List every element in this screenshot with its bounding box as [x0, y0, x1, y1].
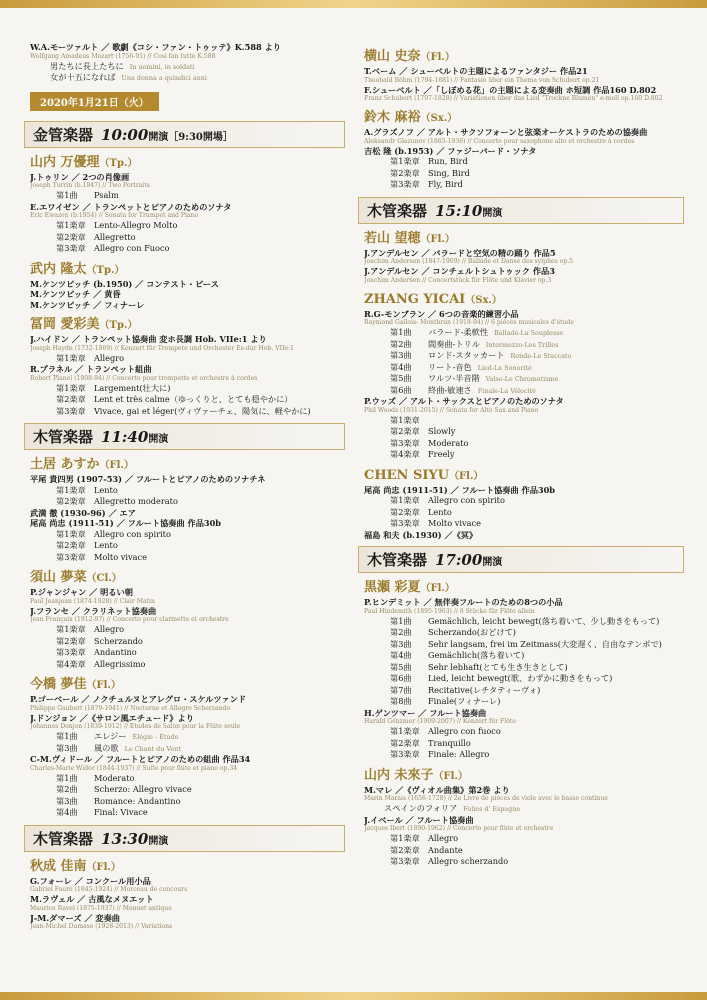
movement-number: 第2楽章: [390, 737, 420, 748]
instrument: （Sx.）: [465, 294, 502, 306]
piece-subtitle: Eric Ewazen (b.1954) // Sonata for Trumpet and Piano: [30, 212, 199, 219]
start-time: 11:40: [101, 428, 149, 446]
movement: [364, 696, 684, 708]
movement-number: 第1曲: [56, 190, 78, 200]
piece-title: G.フォーレ ／ コンクール用小品: [30, 875, 151, 886]
movement-title: Gemächlich(落ち着いて): [428, 650, 525, 660]
movement-title: Scherzando: [94, 635, 143, 646]
movement: [364, 726, 684, 738]
movement-subtitle: Valse-Le Chromatisme: [485, 375, 559, 383]
piece-subtitle: Phil Woods (1931-2015) // Sonata for Alto Sax and Piano: [364, 406, 539, 414]
movement-number: 第2楽章: [390, 506, 420, 517]
piece-title: 吉松 隆 (b.1953) ／ ファジーバード・ソナタ: [364, 145, 537, 156]
piece-subtitle: Jean-Michel Damase (1928-2013) // Variations: [30, 923, 173, 930]
section-suffix: 開演: [482, 557, 503, 568]
instrument: （Tp.）: [86, 264, 125, 276]
movement-title: Lied, leicht bewegt(歌、わずかに動きをもって): [428, 673, 613, 683]
piece-subtitle: Franz Schubert (1797-1828) // Variationen über das Lied "Trockne Blumen" e-moll op.160 D.802: [364, 95, 663, 102]
movement-title: Allegro con Fuoco: [94, 243, 170, 253]
movement-number: 第1曲: [390, 327, 412, 337]
movement-number: 第2楽章: [56, 231, 86, 242]
movement: [364, 803, 684, 815]
instrument: （Fl.）: [420, 233, 455, 245]
movement-title: 風の歌: [94, 742, 119, 753]
movement: [364, 438, 684, 450]
performer-name: [364, 291, 684, 309]
movement: [364, 518, 684, 530]
piece-subtitle: Joachim Andersen (1847-1909) // Ballade et Danse des sylphes op.5: [364, 258, 574, 265]
movement-number: 第1楽章: [56, 220, 86, 230]
movement: [30, 383, 345, 395]
piece-title: P.ゴーベール ／ ノクチュルヌとアレグロ・スケルツァンド: [30, 694, 247, 704]
piece-title: J.アンデルセン ／ バラードと空気の精の踊り 作品5: [364, 247, 556, 258]
instrument: （Tp.）: [99, 320, 138, 331]
movement-title: Allegrissimo: [94, 658, 146, 669]
piece-subtitle: Maurice Ravel (1875-1937) // Menuet antique: [30, 904, 172, 912]
piece-title: F.シューベルト ／「しぼめる花」の主題による変奏曲 ホ短調 作品160 D.802: [364, 84, 657, 95]
section-label: 金管楽器: [33, 125, 94, 144]
movement-title: Vivace, gai et léger(ヴィヴァーチェ、陽気に、軽やかに): [94, 405, 311, 416]
movement-title: Lent et très calme（ゆっくりと、とても穏やかに）: [94, 394, 293, 404]
movement: [30, 624, 345, 636]
section-suffix: 開演［9:30開場］: [148, 131, 233, 143]
movement-title: Fly, Bird: [428, 179, 463, 189]
movement-number: 第3楽章: [390, 437, 420, 448]
section-suffix: 開演: [148, 835, 169, 847]
section-header: [358, 546, 684, 573]
movement: [30, 731, 345, 743]
movement: [30, 61, 345, 73]
movement: [364, 673, 684, 685]
piece-subtitle: Aleksandr Glazunov (1865-1936) // Concerto pour saxophone alto et orchestre à cordes: [364, 137, 635, 145]
movement-number: 第2曲: [390, 627, 412, 637]
movement-title: Psalm: [94, 190, 119, 200]
movement-title: Run, Bird: [428, 156, 468, 166]
movement: [30, 773, 345, 785]
movement-title: Molto vivace: [94, 551, 147, 562]
movement-title: Allegretto moderato: [94, 496, 178, 506]
section-label: 木管楽器: [33, 428, 94, 446]
movement-subtitle: Ballade-La Souplesse: [494, 329, 564, 337]
movement-number: 第2楽章: [56, 496, 86, 506]
movement-number: 第3曲: [390, 350, 412, 360]
movement-number: 第2楽章: [390, 167, 420, 178]
movement: [30, 72, 345, 84]
instrument: （Fl.）: [99, 460, 134, 471]
start-time: 10:00: [101, 125, 149, 144]
movement-subtitle: In uomini, in soldati: [129, 62, 195, 71]
right-column: [364, 42, 684, 868]
movement-number: 第1曲: [390, 615, 412, 626]
piece-subtitle: Jean Françaix (1912-97) // Concerto pour clarinette et orchestre: [30, 616, 229, 623]
movement-title: Sing, Bird: [428, 167, 470, 178]
performer-name: [30, 858, 345, 876]
movement: [30, 636, 345, 648]
movement: [30, 190, 345, 202]
movement-subtitle: Folies d' Espagne: [463, 805, 521, 813]
movement: [364, 426, 684, 438]
piece-title: 尾高 尚忠 (1911-51) ／ フルート協奏曲 作品30b: [364, 484, 555, 495]
piece-title: M.ラヴェル ／ 古風なメヌエット: [30, 894, 154, 904]
performer: 鈴木 麻裕: [364, 110, 421, 125]
movement-number: 第3楽章: [390, 856, 420, 866]
movement: [30, 394, 345, 406]
piece-title: J.ドンジョン ／《サロン風エチュード》より: [30, 712, 194, 723]
start-time: 17:00: [435, 551, 483, 569]
piece-title: P.ウッズ ／ アルト・サックスとピアノのためのソナタ: [364, 396, 564, 406]
movement-title: バラード-柔軟性: [428, 327, 489, 337]
movement-title: Finale(フィナーレ): [428, 696, 501, 706]
performer: 須山 夢菜: [30, 570, 87, 585]
movement-number: 第6曲: [390, 384, 412, 395]
movement-number: 第1楽章: [390, 495, 420, 505]
start-time: 13:30: [101, 829, 149, 848]
movement-number: 第4楽章: [56, 658, 86, 669]
performer: ZHANG YICAI: [364, 291, 466, 307]
movement-title: Allegro: [428, 833, 459, 843]
piece-title: C-M.ヴィドール ／ フルートとピアノのための組曲 作品34: [30, 754, 251, 764]
movement-number: 第2楽章: [390, 426, 420, 436]
section-label: 木管楽器: [367, 551, 428, 569]
movement-title: ロンド-スタッカート: [428, 350, 505, 360]
piece-subtitle: Charles-Marie Widor (1844-1937) // Suite pour flûte et piano op.34: [30, 764, 238, 772]
movement-title: Sehr lebhaft(とても生き生きとして): [428, 661, 568, 672]
movement: [30, 743, 345, 755]
movement-title: Gemächlich, leicht bewegt(落ち着いて、少し動きをもって): [428, 615, 660, 626]
performer: 今橋 夢佳: [30, 677, 87, 692]
section-header: [24, 121, 345, 148]
movement-title: Finale: Allegro: [428, 749, 490, 759]
performer: CHEN SIYU: [364, 467, 450, 483]
movement-title: Andantino: [94, 647, 137, 657]
movement: [364, 495, 684, 507]
movement-title: エレジー: [94, 731, 127, 741]
movement-title: リート-音色: [428, 361, 472, 372]
movement-title: Freely: [428, 449, 455, 459]
top-gold-band: [0, 0, 707, 8]
movement: [364, 339, 684, 351]
movement-number: 第3曲: [390, 638, 412, 649]
movement-title: Slowly: [428, 426, 456, 436]
performer: 若山 望穂: [364, 230, 421, 246]
movement-number: 第1曲: [56, 772, 78, 783]
movement: [364, 350, 684, 362]
movement: [30, 784, 345, 796]
movement-number: 第1楽章: [56, 624, 86, 634]
performer-name: [30, 261, 345, 279]
movement: [364, 373, 684, 385]
movement-number: 第3曲: [56, 742, 78, 753]
performer: 冨岡 愛彩美: [30, 317, 100, 332]
movement-title: 終曲-敏速さ: [428, 384, 472, 395]
piece-title: R.プラネル ／ トランペット組曲: [30, 364, 152, 374]
movement-title: Lento: [428, 506, 452, 517]
performer-name: [30, 456, 345, 474]
piece-subtitle: Paul Jeanjean (1874-1928) // Clair Matin: [30, 597, 155, 605]
movement: [364, 685, 684, 697]
section-suffix: 開演: [148, 434, 169, 445]
piece-title: H.ゲンツマー ／ フルート協奏曲: [364, 707, 487, 718]
movement-number: 第1楽章: [390, 833, 420, 843]
piece-title: J-M.ダマーズ ／ 変奏曲: [30, 912, 120, 923]
movement-number: 第1曲: [56, 731, 78, 741]
movement-number: 第5曲: [390, 661, 412, 672]
movement-number: 第3楽章: [390, 749, 420, 759]
movement: [364, 385, 684, 397]
piece-subtitle: Paul Hindemith (1895-1963) // 8 Stücke für Flöte allein: [364, 607, 535, 615]
movement-title: ワルツ-半音階: [428, 373, 480, 383]
movement-number: スペインのフォリア: [384, 803, 458, 813]
movement: [364, 179, 684, 191]
movement-title: Lento-Allegro Molto: [94, 220, 178, 230]
movement: [364, 415, 684, 427]
movement: [30, 496, 345, 508]
movement-number: 第2楽章: [56, 394, 86, 404]
movement-title: Allegro con spirito: [428, 495, 505, 505]
movement-number: 第1楽章: [56, 484, 86, 495]
movement: [30, 659, 345, 671]
piece-title: J.トゥリン ／ 2つの肖像画: [30, 171, 130, 182]
section-header: [24, 423, 345, 450]
piece-title: R.G-モンブラン ／ 6つの音楽的練習小品: [364, 308, 519, 319]
piece-title: T.ベーム ／ シューベルトの主題によるファンタジー 作品21: [364, 66, 588, 76]
movement: [364, 662, 684, 674]
performer: 山内 万優理: [30, 154, 100, 170]
movement-number: 第4楽章: [390, 449, 420, 459]
movement: [364, 650, 684, 662]
movement: [30, 796, 345, 808]
performer-name: [30, 676, 345, 694]
movement-title: Scherzando(おどけて): [428, 627, 517, 637]
piece-title: M.マレ ／《ヴィオル曲集》第2巻 より: [364, 784, 510, 795]
movement: [30, 529, 345, 541]
movement-number: 第1楽章: [56, 382, 86, 393]
instrument: （Fl.）: [433, 770, 468, 782]
performer: 黒瀬 彩夏: [364, 580, 421, 595]
instrument: （Cl.）: [86, 573, 122, 584]
movement-number: 第2曲: [390, 338, 412, 349]
piece-subtitle: Robert Planel (1908-94) // Concerto pour trompette et orchestre à cordes: [30, 374, 258, 382]
movement-number: 第3楽章: [56, 243, 86, 253]
piece-title: J.フランセ ／ クラリネット協奏曲: [30, 605, 157, 616]
movement-number: 第1楽章: [56, 352, 86, 363]
movement-title: Andante: [428, 844, 463, 855]
performer-name: [364, 230, 684, 248]
movement-title: Final: Vivace: [94, 807, 148, 817]
performer-name: [364, 109, 684, 127]
movement: [30, 807, 345, 819]
piece-subtitle: Harald Genzmer (1909-2007) // Konzert für Flöte: [364, 718, 516, 725]
piece-subtitle: Johannes Donjon (1839-1912) // Études de Salon pour la Flûte seule: [30, 723, 241, 730]
movement-number: 第3楽章: [390, 179, 420, 189]
bottom-gold-band: [0, 992, 707, 1000]
performer: 武内 隆太: [30, 261, 87, 277]
movement: [30, 552, 345, 564]
movement-title: Molto vivace: [428, 518, 481, 528]
piece-subtitle: Joachim Andersen // Concertstück für Flöte und Klavier op.3: [364, 276, 552, 284]
movement: [364, 449, 684, 461]
movement-title: 間奏曲-トリル: [428, 338, 480, 349]
piece-subtitle: Philippe Gaubert (1879-1941) // Nocturne et Allegro Scherzando: [30, 704, 231, 712]
instrument: （Fl.）: [86, 861, 121, 873]
movement-number: 第1楽章: [56, 528, 86, 539]
movement: [364, 616, 684, 628]
instrument: （Fl.）: [420, 583, 455, 594]
performer-name: [30, 316, 345, 334]
section-header: [358, 197, 684, 224]
movement-number: 第3楽章: [56, 647, 86, 657]
section-label: 木管楽器: [367, 201, 428, 220]
piece-subtitle: Joseph Haydn (1732-1809) // Konzert für Trompete und Orchester Es-dur Hob. VIIe:1: [30, 344, 295, 352]
start-time: 15:10: [435, 201, 483, 220]
movement-title: Allegro con spirito: [94, 528, 171, 539]
section-suffix: 開演: [482, 207, 503, 219]
movement-number: 第4曲: [390, 650, 412, 660]
piece-title: M.ケンツピッチ (b.1950) ／ コンテスト・ピース: [30, 278, 219, 289]
movement-number: 第1楽章: [390, 414, 420, 425]
movement-subtitle: Ronde-Le Staccato: [510, 352, 572, 360]
movement-number: 第1楽章: [390, 156, 420, 166]
movement-number: 第2曲: [56, 784, 78, 794]
movement-number: 第4曲: [56, 807, 78, 817]
piece-title: J.イベール ／ フルート協奏曲: [364, 814, 474, 825]
movement-title: Allegro con fuoco: [428, 726, 501, 736]
movement-title: Lento: [94, 540, 118, 550]
movement-number: 第4曲: [390, 361, 412, 372]
movement: [364, 833, 684, 845]
movement-subtitle: Una donna a quindici anni: [121, 74, 207, 82]
movement-number: 第6曲: [390, 673, 412, 683]
movement: [364, 156, 684, 168]
movement-number: 第8曲: [390, 696, 412, 706]
movement-subtitle: Élégie - Étude: [132, 733, 179, 741]
instrument: （Tp.）: [99, 157, 138, 169]
performer-name: [30, 154, 345, 172]
movement-subtitle: Intermezzo-Les Trilles: [485, 340, 559, 349]
movement: [364, 362, 684, 374]
movement: [364, 327, 684, 339]
piece-title: M.ケンツピッチ ／ フィナーレ: [30, 299, 145, 310]
instrument: （Sx.）: [420, 113, 458, 124]
movement-number: 第7曲: [390, 684, 412, 695]
movement: [364, 627, 684, 639]
movement-number: 第5曲: [390, 373, 412, 383]
movement: [364, 738, 684, 750]
movement-number: 第1楽章: [390, 726, 420, 736]
movement-subtitle: Le Chant du Vent: [124, 744, 181, 753]
section-label: 木管楽器: [33, 829, 94, 848]
piece-title: J.ハイドン ／ トランペット協奏曲 変ホ長調 Hob. VIIe:1 より: [30, 334, 267, 344]
movement-title: Sehr langsam, frei im Zeitmass(大変遅く、自由なテンポで): [428, 638, 662, 649]
performer-name: [364, 767, 684, 785]
performer: 山内 未來子: [364, 767, 434, 783]
movement-title: Lento: [94, 484, 118, 495]
instrument: （Fl.）: [449, 470, 484, 482]
performer: 土居 あすか: [30, 457, 100, 472]
performer-name: [364, 48, 684, 66]
movement-title: Moderato: [94, 772, 135, 783]
piece-title: 尾高 尚忠 (1911-51) ／ フルート協奏曲 作品30b: [30, 518, 221, 528]
performer-name: [364, 579, 684, 597]
movement-number: 第2楽章: [390, 844, 420, 855]
piece-title: 武満 徹 (1930-96) ／ エア: [30, 507, 136, 518]
movement-title: Allegro scherzando: [428, 856, 509, 866]
movement: [30, 243, 345, 255]
instrument: （Fl.）: [86, 680, 121, 691]
movement: [30, 353, 345, 365]
performer: 秋成 佳南: [30, 858, 87, 874]
piece-title: M.ケンツピッチ ／ 黄昏: [30, 289, 121, 299]
movement-title: Romance: Andantino: [94, 795, 181, 806]
piece-subtitle: Marin Marais (1656-1728) // 2e Livre de pièces de viole avec le basse continue: [364, 795, 608, 802]
movement-title: Moderato: [428, 437, 469, 448]
movement-title: Tranquillo: [428, 737, 471, 748]
piece-title: E.エワイゼン ／ トランペットとピアノのためのソナタ: [30, 201, 232, 212]
piece-title: J.アンデルセン ／ コンチェルトシュトゥック 作品3: [364, 266, 555, 276]
movement-title: Allegro: [94, 624, 125, 634]
section-header: [24, 825, 345, 852]
movement: [30, 647, 345, 659]
movement: [364, 639, 684, 651]
movement: [30, 406, 345, 418]
movement-number: 第3楽章: [56, 405, 86, 416]
piece-subtitle: Joseph Turrin (b.1947) // Two Portraits: [30, 182, 150, 189]
movement-title: Scherzo: Allegro vivace: [94, 784, 192, 794]
concert-date: 2020年1月21日（火）: [30, 92, 159, 111]
piece-subtitle: Theobald Böhm (1794-1881) // Fantasie über ein Thema von Schubert op.21: [364, 76, 600, 84]
movement: [364, 507, 684, 519]
performer-name: [30, 569, 345, 587]
piece-title: 福島 和夫 (b.1930) ／《冥》: [364, 529, 478, 540]
instrument: （Fl.）: [420, 52, 455, 63]
movement-number: 第3曲: [56, 795, 78, 806]
movement: [30, 232, 345, 244]
piece-subtitle: Jacques Ibert (1890-1962) // Concerto pour flûte et orchestre: [364, 825, 554, 832]
movement-number: 第3楽章: [390, 518, 420, 528]
piece-subtitle: Gabriel Fauré (1845-1924) // Morceau de concours: [30, 886, 188, 893]
movement-subtitle: Lied-La Sonorité: [477, 363, 532, 372]
piece-title: W.A.モーツァルト ／ 歌劇《コシ・ファン・トゥッテ》K.588 より: [30, 42, 281, 52]
piece-title: P.ジャンジャン ／ 明るい朝: [30, 587, 133, 597]
movement: [364, 845, 684, 857]
movement-title: Recitative(レチタティーヴォ): [428, 684, 541, 695]
movement-number: 男たちに長上たちに: [50, 60, 124, 71]
performer-name: [364, 467, 684, 485]
movement: [364, 749, 684, 761]
movement-title: Allegro: [94, 352, 125, 363]
left-column: [30, 42, 345, 931]
movement: [30, 220, 345, 232]
movement-subtitle: Finale-La Vélocité: [477, 386, 536, 395]
piece-title: P.ヒンデミット ／ 無伴奏フルートのための8つの小品: [364, 597, 563, 607]
movement: [30, 540, 345, 552]
movement: [30, 485, 345, 497]
piece-subtitle: Wolfgang Amadeus Mozart (1756-91) // Così fan tutte K.588: [30, 52, 216, 60]
piece-subtitle: Raymond Gallois- Montbrun (1918-94) // 6 pièces musicales d'étude: [364, 319, 574, 326]
movement-title: Largement(壮大に): [94, 382, 171, 393]
movement-number: 女が十五になれば: [50, 72, 116, 82]
movement: [364, 856, 684, 868]
movement-number: 第2楽章: [56, 540, 86, 550]
movement-number: 第2楽章: [56, 635, 86, 646]
movement-title: Allegretto: [94, 231, 136, 242]
movement-number: 第3楽章: [56, 551, 86, 562]
piece-title: 平尾 貴四男 (1907-53) ／ フルートとピアノのためのソナチネ: [30, 474, 266, 484]
movement: [364, 168, 684, 180]
performer: 横山 史奈: [364, 49, 421, 64]
piece-title: A.グラズノフ ／ アルト・サクソフォーンと弦楽オーケストラのための協奏曲: [364, 127, 648, 137]
